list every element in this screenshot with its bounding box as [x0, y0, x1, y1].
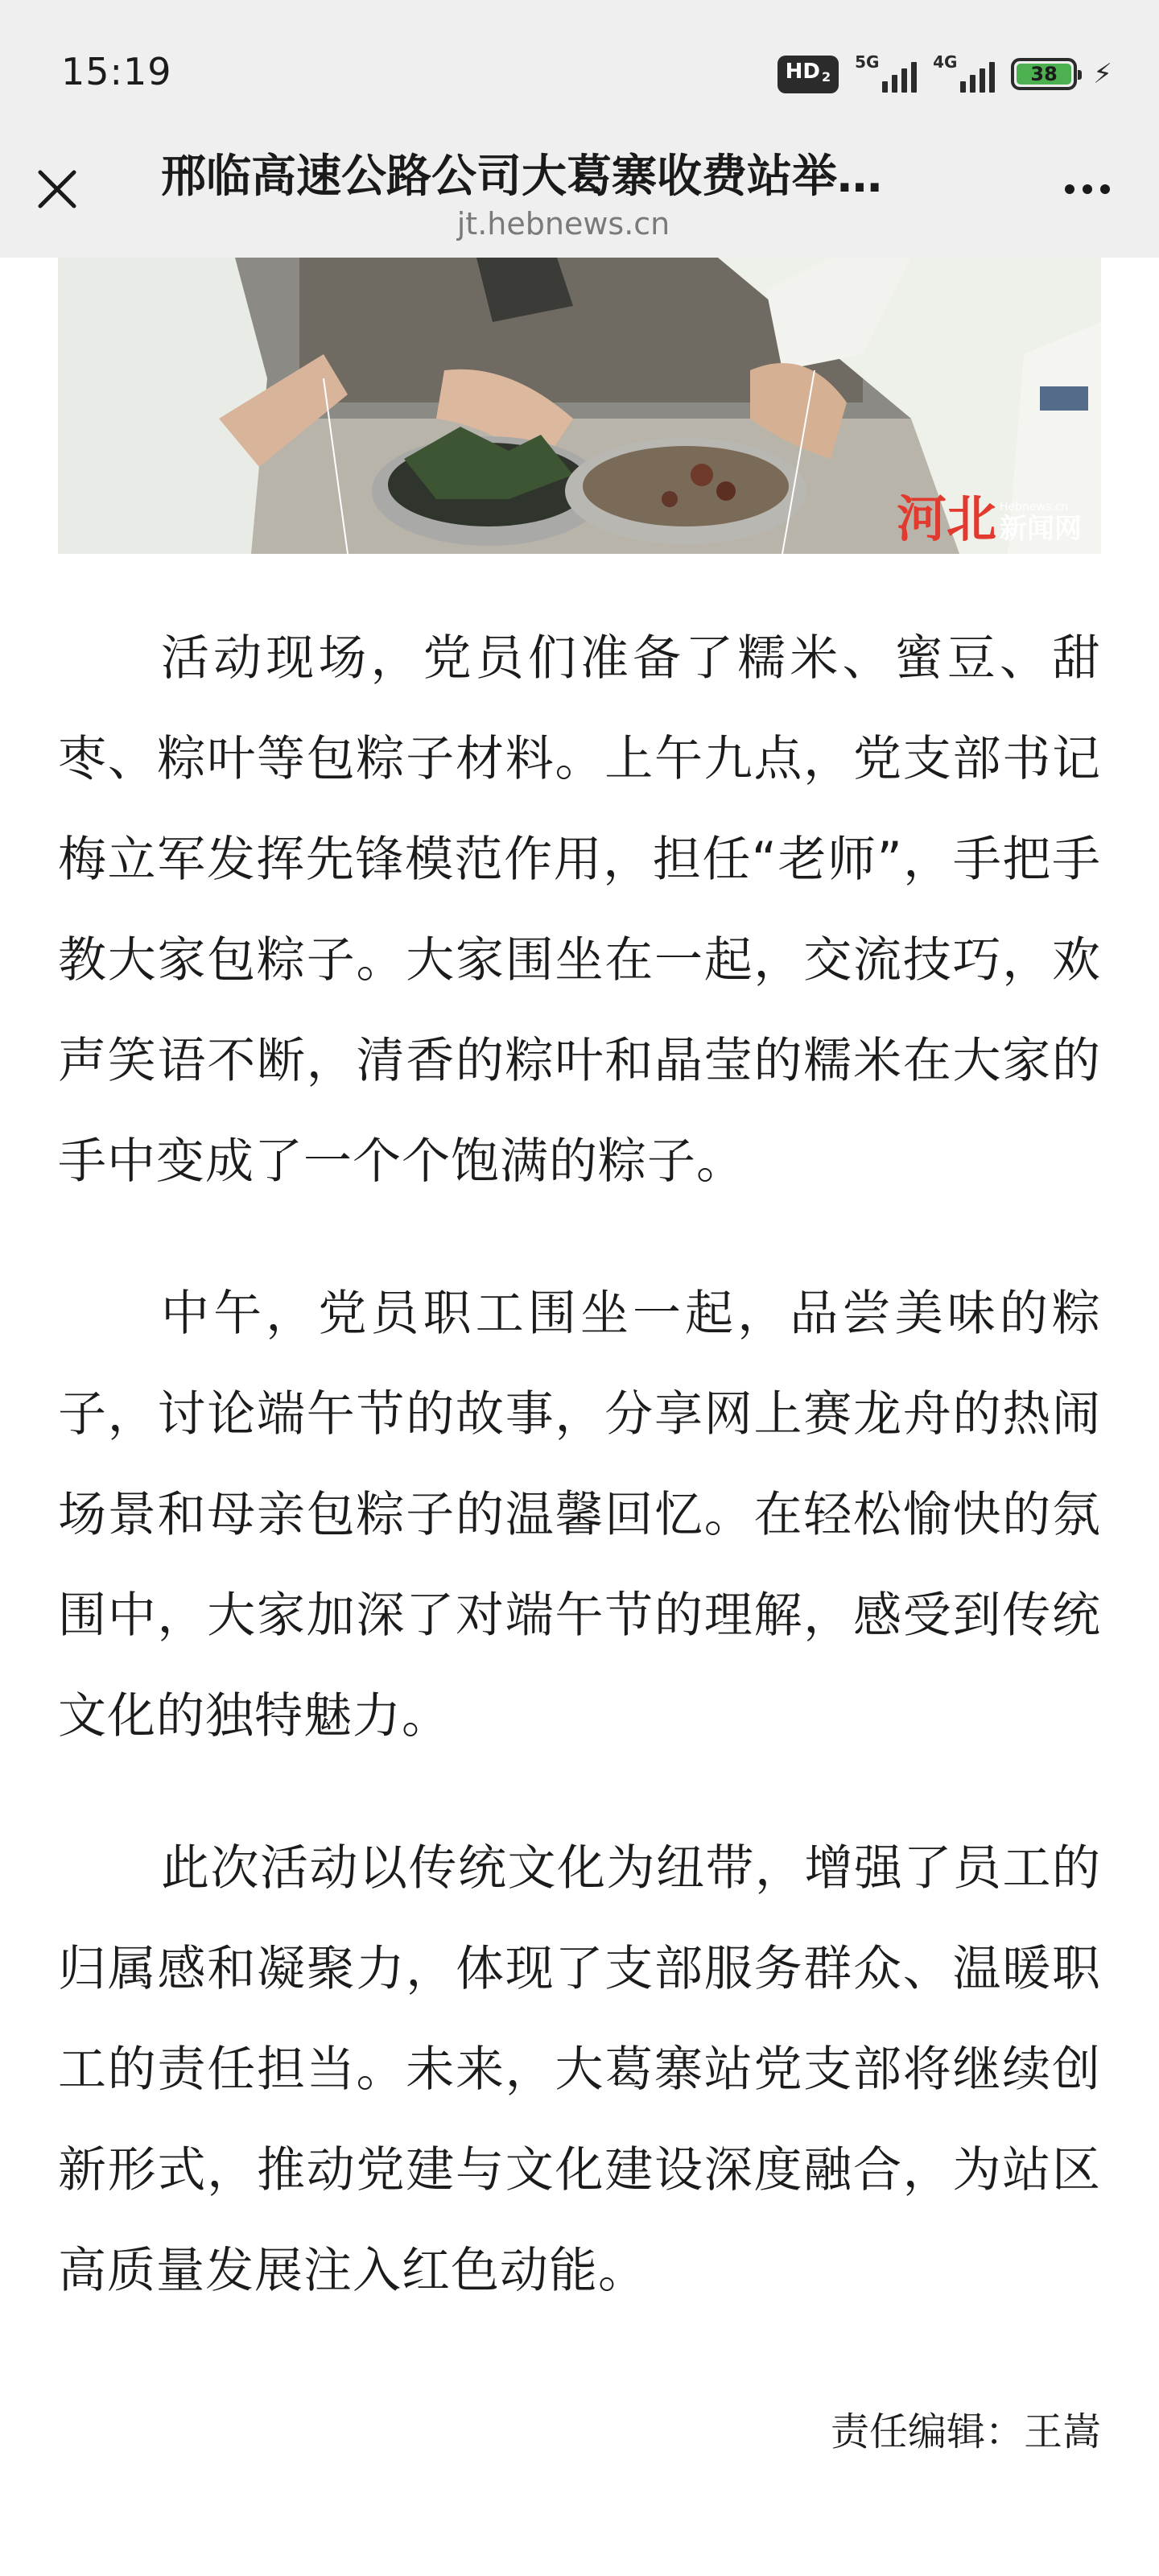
charging-bolt-icon: ⚡: [1093, 58, 1112, 90]
browser-title-bar: [0, 145, 1159, 258]
4g-label: 4G: [933, 52, 958, 72]
article-paragraph-3: 此次活动以传统文化为纽带，增强了员工的归属感和凝聚力，体现了支部服务群众、温暖职工的责任担当。未来，大葛寨站党支部将继续创新形式，推动党建与文化建设深度融合，为站区高质量发展注入红色动能。: [58, 1840, 1101, 2299]
hebnews-watermark: [896, 489, 1082, 548]
more-icon-dot: [1100, 184, 1110, 194]
close-icon: [35, 167, 79, 211]
watermark-domain: Hebnews.cn: [1000, 501, 1069, 514]
5g-signal-icon: [855, 52, 917, 93]
close-button[interactable]: [29, 161, 85, 217]
status-icons: [777, 53, 1112, 95]
watermark-name: 新闻网: [1000, 513, 1082, 545]
more-icon-dot: [1083, 184, 1092, 194]
5g-label: 5G: [855, 52, 880, 72]
status-time: 15:19: [61, 50, 172, 93]
page-url: jt.hebnews.cn: [456, 206, 670, 242]
status-bar: [0, 0, 1159, 145]
battery-level: 38: [1017, 64, 1071, 85]
page-title: 邢临高速公路公司大葛寨收费站举…: [161, 151, 882, 203]
hd-sub: 2: [821, 68, 831, 85]
article-body: [58, 609, 1101, 2373]
responsible-editor: 责任编辑：王嵩: [830, 2409, 1101, 2454]
article-paragraph-1: 活动现场，党员们准备了糯米、蜜豆、甜枣、粽叶等包粽子材料。上午九点，党支部书记梅立军发挥先锋模范作用，担任“老师”，手把手教大家包粽子。大家围坐在一起，交流技巧，欢声笑语不断，清香的粽叶和晶莹的糯米在大家的手中变成了一个个饱满的粽子。: [58, 630, 1101, 1190]
watermark-logo: 河北: [896, 489, 996, 548]
more-icon: [1065, 184, 1074, 194]
article-photo: [58, 258, 1101, 554]
article-paragraph-2: 中午，党员职工围坐一起，品尝美味的粽子，讨论端午节的故事，分享网上赛龙舟的热闹场景和母亲包粽子的温馨回忆。在轻松愉快的氛围中，大家加深了对端午节的理解，感受到传统文化的独特魅力。: [58, 1286, 1101, 1744]
4g-signal-icon: [933, 52, 995, 93]
hd-label: HD: [785, 59, 820, 84]
hd-icon: [777, 56, 839, 93]
more-button[interactable]: [1051, 161, 1124, 217]
battery-icon: [1011, 58, 1077, 90]
